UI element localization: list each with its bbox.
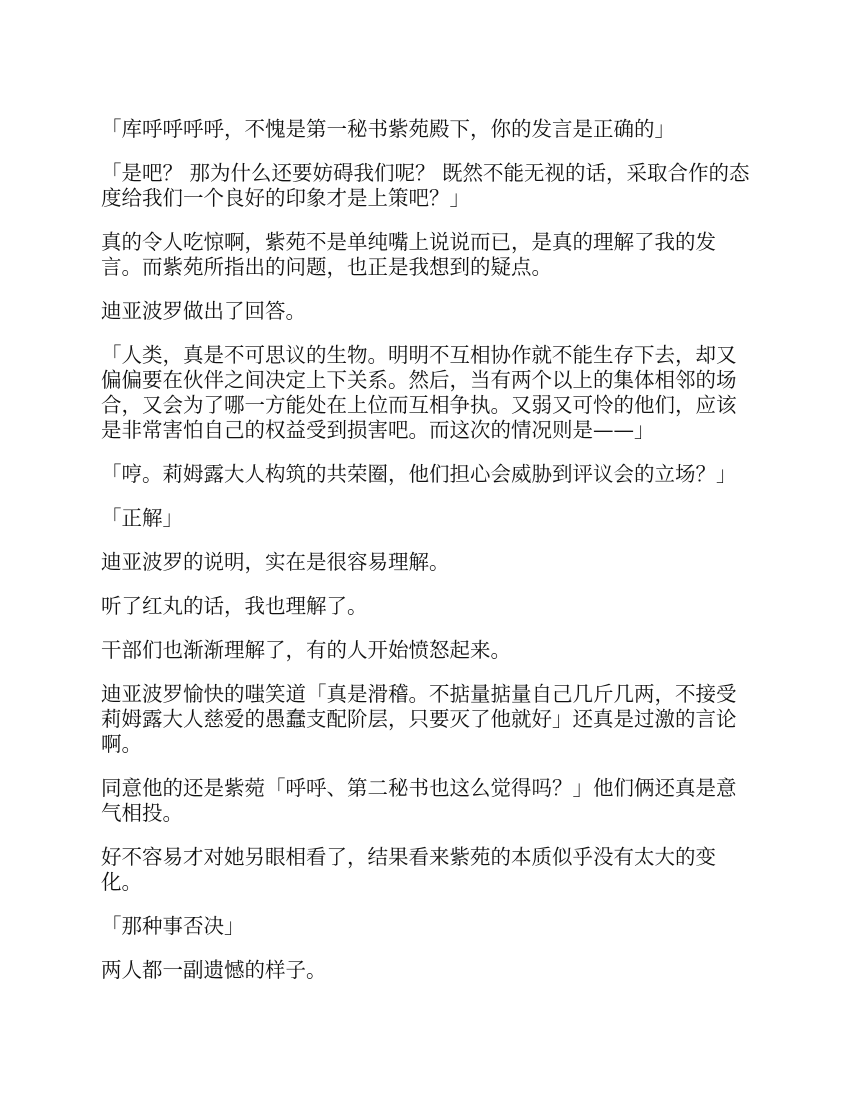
document-body [101, 117, 751, 1002]
paragraph: 同意他的还是紫菀「呼呼、第二秘书也这么觉得吗？」他们俩还真是意气相投。 [101, 776, 737, 825]
paragraph: 真的令人吃惊啊，紫苑不是单纯嘴上说说而已，是真的理解了我的发言。而紫苑所指出的问题，也正是我想到的疑点。 [101, 230, 716, 279]
paragraph: 「库呼呼呼呼，不愧是第一秘书紫苑殿下，你的发言是正确的」 [101, 117, 675, 141]
paragraph: 「正解」 [101, 506, 183, 530]
paragraph: 迪亚波罗做出了回答。 [101, 299, 306, 323]
paragraph: 「哼。莉姆露大人构筑的共荣圈，他们担心会威胁到评议会的立场？」 [101, 462, 737, 486]
paragraph: 「是吧？ 那为什么还要妨碍我们呢？ 既然不能无视的话，采取合作的态度给我们一个良好的印象才是上策吧？」 [101, 161, 750, 210]
paragraph: 听了红丸的话，我也理解了。 [101, 594, 368, 618]
paragraph: 迪亚波罗的说明，实在是很容易理解。 [101, 550, 450, 574]
paragraph: 干部们也渐渐理解了，有的人开始愤怒起来。 [101, 638, 511, 662]
paragraph: 迪亚波罗愉快的嗤笑道「真是滑稽。不掂量掂量自己几斤几两，不接受莉姆露大人慈爱的愚蠢支配阶层，只要灭了他就好」还真是过激的言论啊。 [101, 682, 737, 756]
paragraph: 「人类，真是不可思议的生物。明明不互相协作就不能生存下去，却又偏偏要在伙伴之间决定上下关系。然后，当有两个以上的集体相邻的场合，又会为了哪一方能处在上位而互相争执。又弱又可怜的他们，应该是非常害怕自己的权益受到损害吧。而这次的情况则是——」 [101, 343, 737, 442]
paragraph: 「那种事否决」 [101, 914, 245, 938]
paragraph: 好不容易才对她另眼相看了，结果看来紫苑的本质似乎没有太大的变化。 [101, 845, 716, 894]
paragraph: 两人都一副遗憾的样子。 [101, 958, 327, 982]
